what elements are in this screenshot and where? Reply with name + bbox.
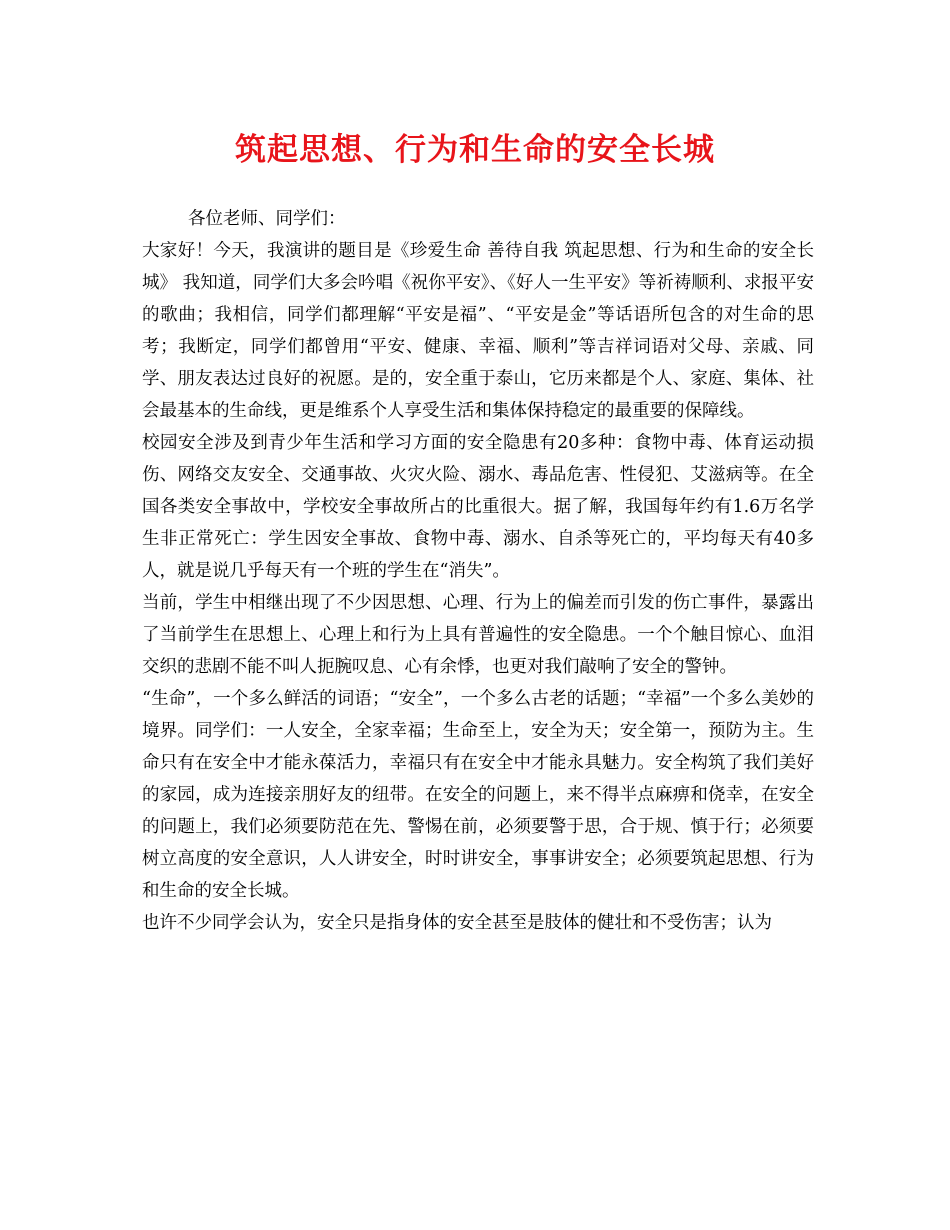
document-body (142, 203, 814, 939)
paragraph: 也许不少同学会认为，安全只是指身体的安全甚至是肢体的健壮和不受伤害；认为 (142, 913, 772, 933)
paragraph: 当前，学生中相继出现了不少因思想、心理、行为上的偏差而引发的伤亡事件，暴露出了当前学生在思想上、心理上和行为上具有普遍性的安全隐患。一个个触目惊心、血泪交织的悲剧不能不叫人扼腕叹息、心有余悸，也更对我们敲响了安全的警钟。 (142, 593, 814, 677)
document-title: 筑起思想、行为和生命的安全长城 (235, 132, 715, 168)
paragraph: 大家好！今天，我演讲的题目是《珍爱生命 善待自我 筑起思想、行为和生命的安全长城》 我知道，同学们大多会吟唱《祝你平安》、《好人一生平安》等祈祷顺利、求报平安的歌曲；我相信，同学们都理解“平安是福”、“平安是金”等话语所包含的对生命的思考；我断定，同学们都曾用“平安、健康、幸福、顺利”等吉祥词语对父母、亲戚、同学、朋友表达过良好的祝愿。是的，安全重于泰山，它历来都是个人、家庭、集体、社会最基本的生命线，更是维系个人享受生活和集体保持稳定的最重要的保障线。 (142, 241, 814, 421)
salutation: 各位老师、同学们： (188, 209, 346, 229)
paragraph: “生命”，一个多么鲜活的词语；“安全”，一个多么古老的话题；“幸福”一个多么美妙的境界。同学们：一人安全，全家幸福；生命至上，安全为天；安全第一，预防为主。生命只有在安全中才能永葆活力，幸福只有在安全中才能永具魅力。安全构筑了我们美好的家园，成为连接亲朋好友的纽带。在安全的问题上，来不得半点麻痹和侥幸，在安全的问题上，我们必须要防范在先、警惕在前，必须要警于思，合于规、慎于行；必须要树立高度的安全意识，人人讲安全，时时讲安全，事事讲安全；必须要筑起思想、行为和生命的安全长城。 (142, 689, 814, 901)
paragraph: 校园安全涉及到青少年生活和学习方面的安全隐患有20多种：食物中毒、体育运动损伤、网络交友安全、交通事故、火灾火险、溺水、毒品危害、性侵犯、艾滋病等。在全国各类安全事故中，学校安全事故所占的比重很大。据了解，我国每年约有1.6万名学生非正常死亡：学生因安全事故、食物中毒、溺水、自杀等死亡的，平均每天有40多人，就是说几乎每天有一个班的学生在“消失”。 (142, 433, 814, 581)
